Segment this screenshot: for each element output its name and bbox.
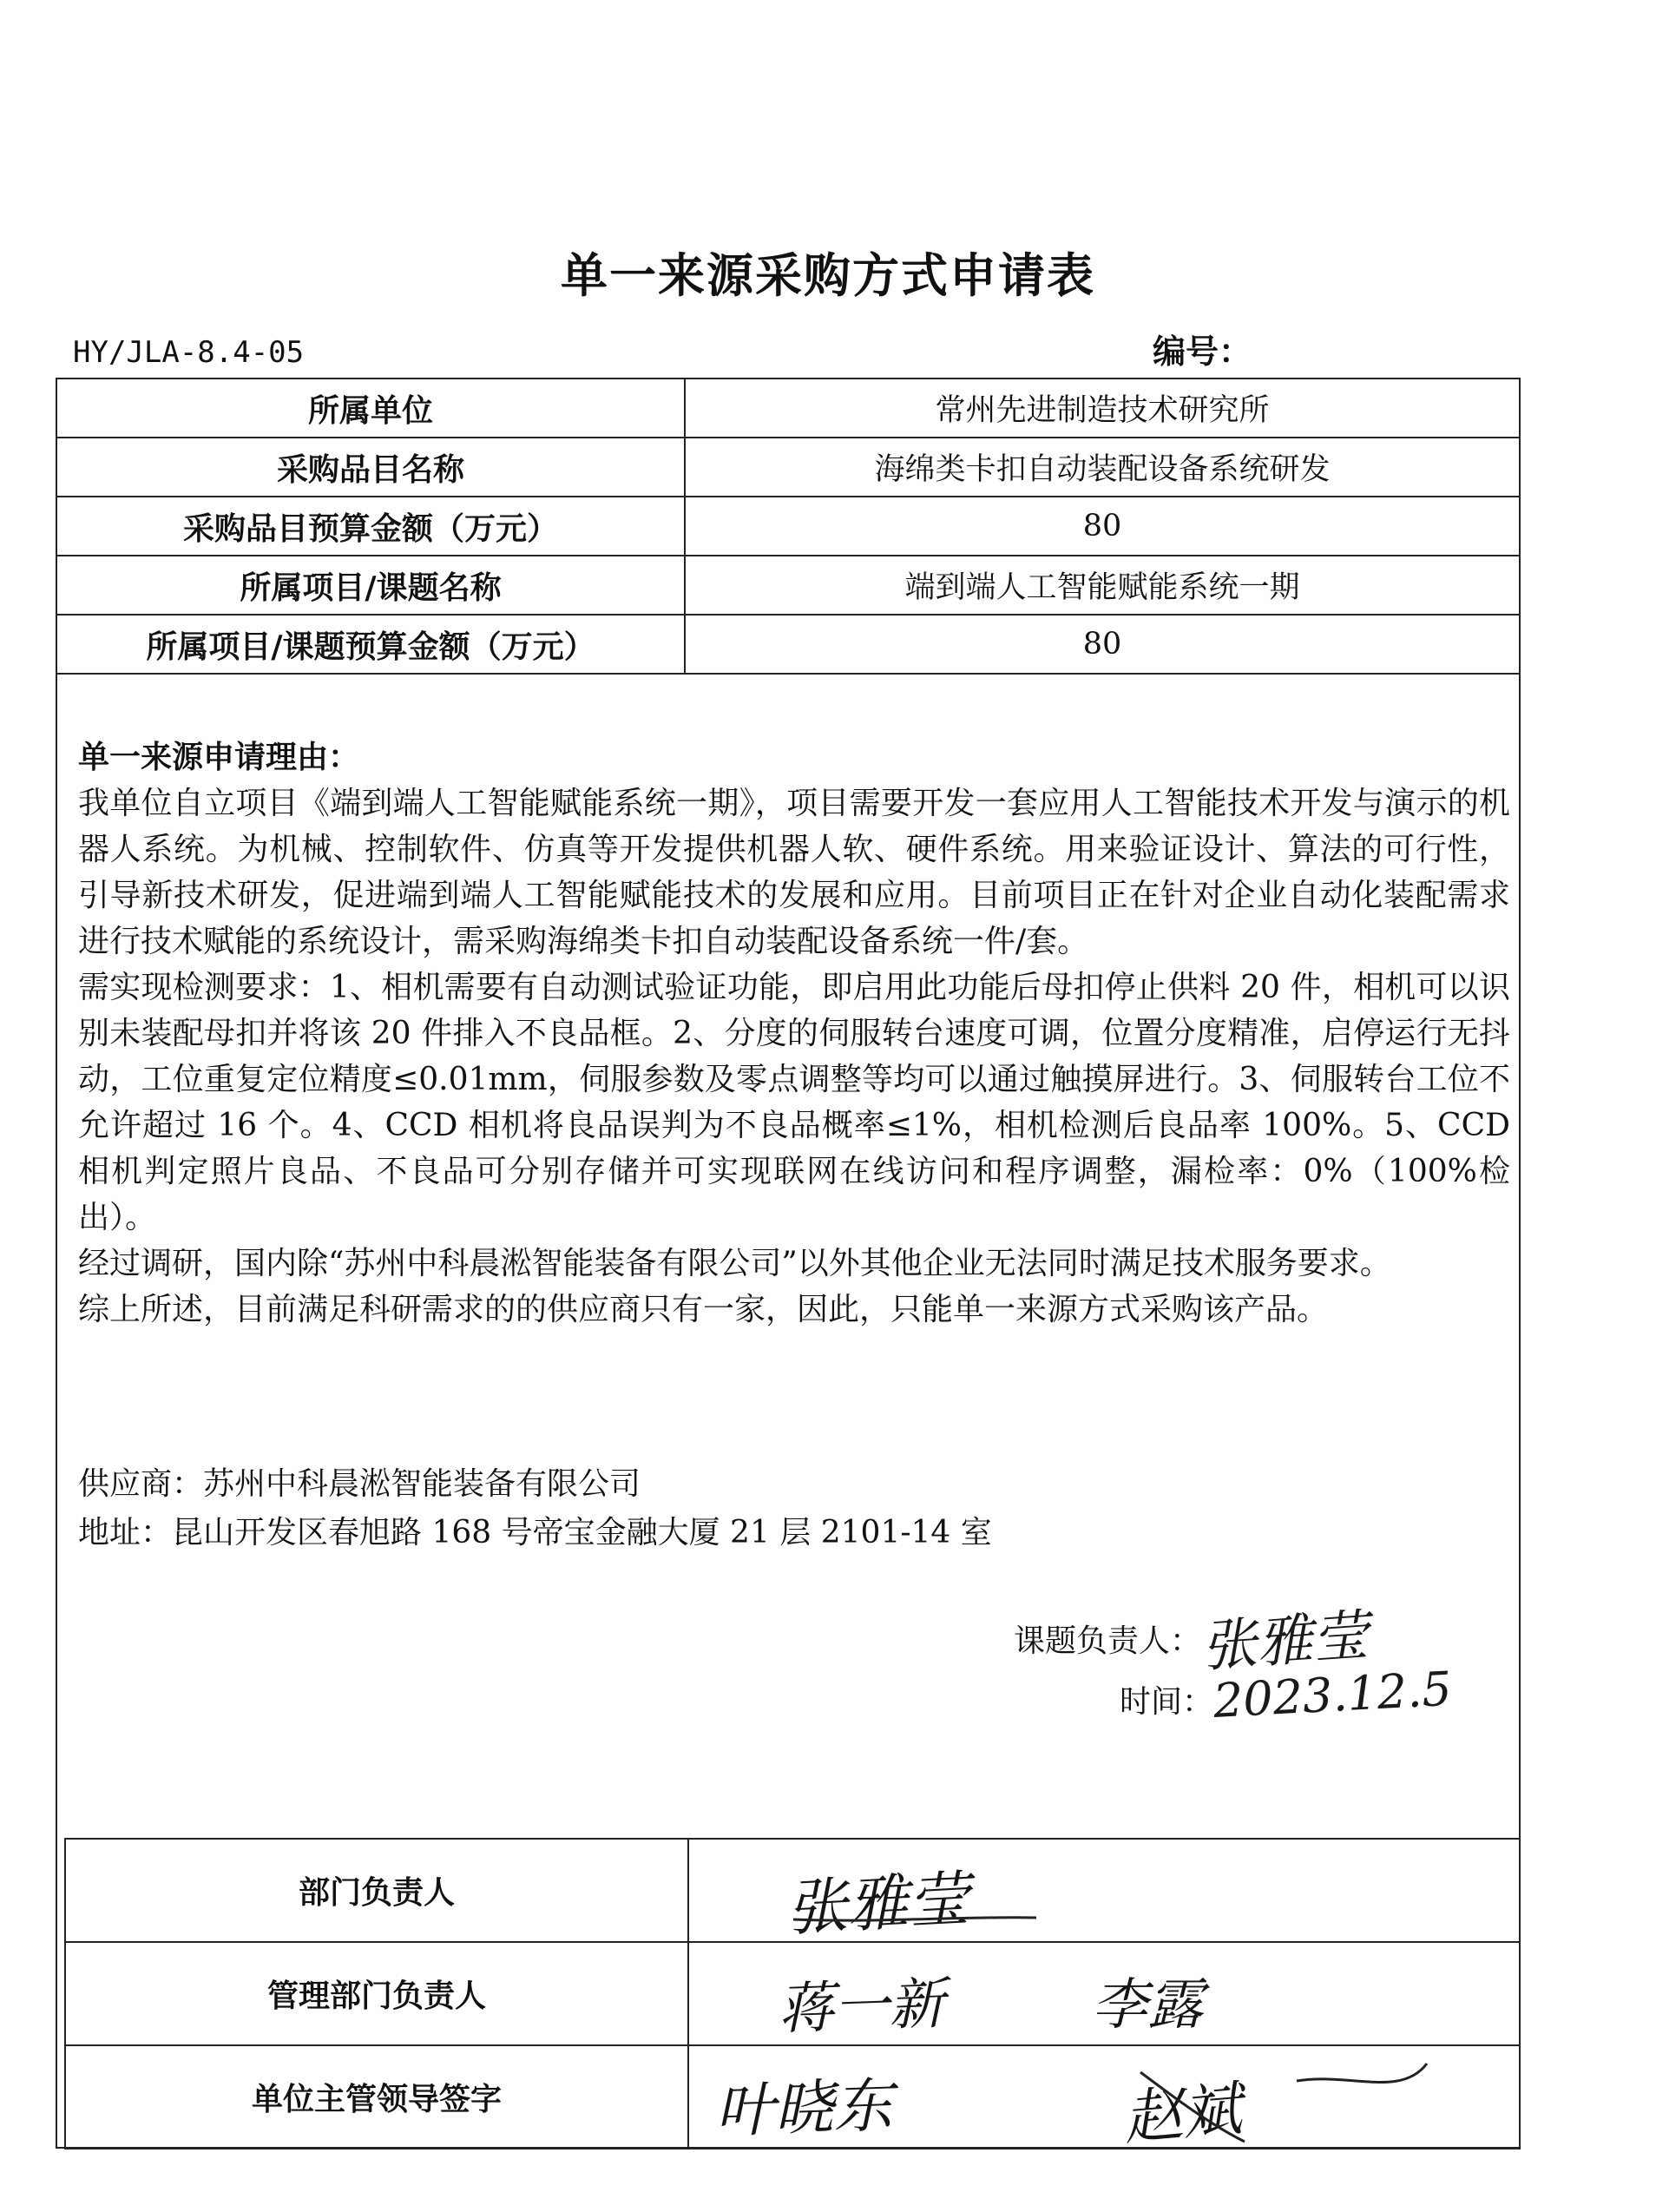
item-name-label: 采购品目名称 (56, 438, 685, 497)
project-budget-value: 80 (685, 615, 1520, 674)
project-name-label: 所属项目/课题名称 (56, 556, 685, 615)
unit-label: 所属单位 (56, 379, 685, 438)
page-title: 单一来源采购方式申请表 (561, 248, 1095, 303)
project-leader-label: 课题负责人： (1014, 1623, 1202, 1659)
dept-head-label: 部门负责人 (65, 1839, 688, 1942)
reason-paragraph-background: 我单位自立项目《端到端人工智能赋能系统一期》，项目需要开发一套应用人工智能技术开发与演示的机器人系统。为机械、控制软件、仿真等开发提供机器人软、硬件系统。用来验证设计、算法的可行性，引导新技术研发，促进端到端人工智能赋能技术的发展和应用。目前项目正在针对企业自动化装配需求进行技术赋能的系统设计，需采购海绵类卡扣自动装配设备系统一件/套。 (78, 786, 1510, 959)
mgmt-head-signature-1: 蒋一新 (776, 1972, 946, 2043)
table-row (56, 556, 1520, 615)
reason-title: 单一来源申请理由： (78, 740, 360, 775)
info-table (56, 378, 1521, 675)
mgmt-head-label: 管理部门负责人 (65, 1942, 688, 2045)
reason-paragraph-conclusion: 综上所述，目前满足科研需求的的供应商只有一家，因此，只能单一来源方式采购该产品。 (78, 1292, 1329, 1327)
reason-paragraph-requirements: 需实现检测要求：1、相机需要有自动测试验证功能，即启用此功能后母扣停止供料 20 件，相机可以识别未装配母扣并将该 20 件排入不良品框。2、分度的伺服转台速度可调，位置分度精准，启停运行无抖动，工位重复定位精度≤0.01mm，伺服参数及零点调整等均可以通过触摸屏进行。3、伺服转台工位不允许超过 16 个。4、CCD 相机将良品误判为不良品概率≤1%，相机检测后良品率 100%。5、CCD 相机判定照片良品、不良品可分别存储并可实现联网在线访问和程序调整，漏检率：0%（100%检出）。 (78, 970, 1510, 1235)
supplier-address: 地址：昆山开发区春旭路 168 号帝宝金融大厦 21 层 2101-14 室 (78, 1515, 992, 1550)
leader-sign-label: 单位主管领导签字 (65, 2045, 688, 2149)
item-budget-value: 80 (685, 497, 1520, 556)
mgmt-head-signature-2: 李露 (1092, 1973, 1203, 2038)
mgmt-head-signature-cell (688, 1942, 1520, 2045)
leader-signature-2: 赵斌 (1120, 2075, 1245, 2154)
reason-section (78, 734, 1510, 1333)
table-row (65, 2045, 1520, 2149)
project-name-value: 端到端人工智能赋能系统一期 (685, 556, 1520, 615)
dept-head-signature: 张雅莹 (785, 1863, 971, 1945)
leader-signature-cell (688, 2045, 1520, 2154)
leader-signature-1: 叶晓东 (713, 2071, 894, 2147)
item-budget-label: 采购品目预算金额（万元） (56, 497, 685, 556)
table-row (65, 1942, 1520, 2045)
signature-table (64, 1838, 1521, 2154)
document-code: HY/JLA-8.4-05 (73, 335, 305, 370)
supplier-name: 供应商：苏州中科晨淞智能装备有限公司 (78, 1466, 641, 1502)
serial-number-label: 编号： (1153, 332, 1252, 371)
time-label: 时间： (1120, 1684, 1214, 1720)
unit-value: 常州先进制造技术研究所 (685, 379, 1520, 438)
item-name-value: 海绵类卡扣自动装配设备系统研发 (685, 438, 1520, 497)
supplier-info (78, 1460, 992, 1557)
reason-paragraph-research: 经过调研，国内除“苏州中科晨淞智能装备有限公司”以外其他企业无法同时满足技术服务要求。 (78, 1246, 1391, 1281)
table-row (56, 615, 1520, 674)
table-row (56, 379, 1520, 438)
table-row (56, 438, 1520, 497)
table-row (56, 497, 1520, 556)
table-row (65, 1839, 1520, 1942)
project-budget-label: 所属项目/课题预算金额（万元） (56, 615, 685, 674)
signing-date: 2023.12.5 (1212, 1661, 1454, 1728)
dept-head-signature-cell (688, 1839, 1520, 1945)
project-leader-signature: 张雅莹 (1199, 1603, 1370, 1680)
